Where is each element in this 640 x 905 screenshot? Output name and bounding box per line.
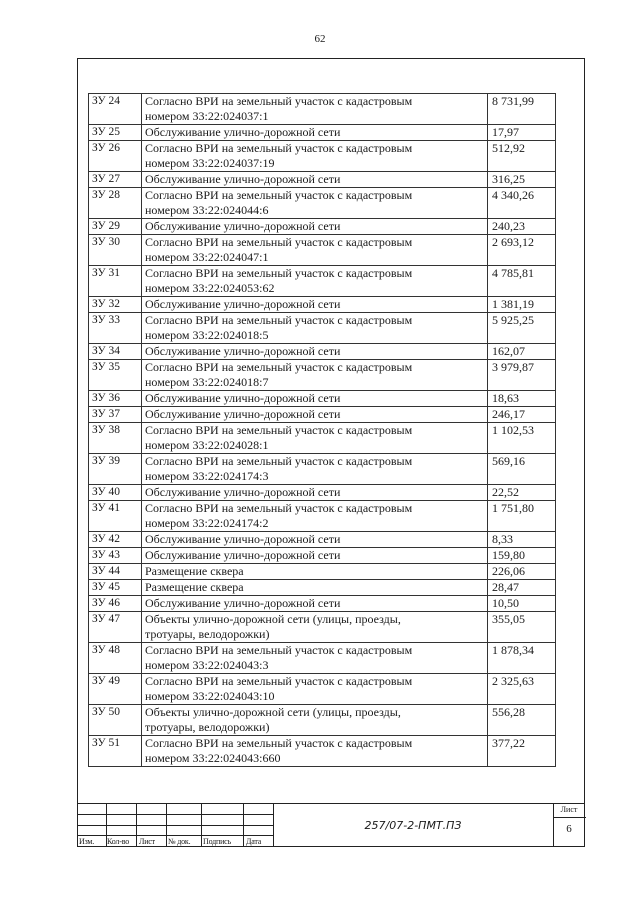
description-line-2: номером 33:22:024043:10 — [145, 689, 275, 703]
plot-area-cell: 316,25 — [488, 172, 556, 188]
plot-description-cell — [142, 125, 488, 141]
plot-description-cell — [142, 485, 488, 501]
table-row — [89, 596, 556, 612]
plot-id-cell: ЗУ 43 — [89, 548, 142, 564]
title-block-col-line — [136, 803, 137, 847]
description-line-1: Согласно ВРИ на земельный участок с кадастровым — [145, 454, 413, 468]
table-row — [89, 564, 556, 580]
title-block-col-line — [201, 803, 202, 847]
table-row — [89, 643, 556, 674]
plot-area-cell: 28,47 — [488, 580, 556, 596]
description-line-1: Обслуживание улично-дорожной сети — [145, 219, 341, 233]
description-line-1: Обслуживание улично-дорожной сети — [145, 172, 341, 186]
description-line-1: Размещение сквера — [145, 580, 244, 594]
plot-id-cell: ЗУ 47 — [89, 612, 142, 643]
plot-description-cell — [142, 564, 488, 580]
description-line-2: номером 33:22:024053:62 — [145, 281, 275, 295]
table-row — [89, 313, 556, 344]
document-code: 257/07-2-ПМТ.ПЗ — [364, 819, 462, 832]
plot-area-cell: 240,23 — [488, 219, 556, 235]
plot-description-cell — [142, 596, 488, 612]
page-number: 62 — [314, 33, 326, 45]
table-row — [89, 423, 556, 454]
plot-area-cell: 1 751,80 — [488, 501, 556, 532]
plot-description-cell — [142, 172, 488, 188]
plot-description-cell — [142, 501, 488, 532]
plot-area-cell: 377,22 — [488, 736, 556, 767]
description-line-2: номером 33:22:024174:3 — [145, 469, 269, 483]
table-row — [89, 235, 556, 266]
plot-id-cell: ЗУ 25 — [89, 125, 142, 141]
plot-id-cell: ЗУ 39 — [89, 454, 142, 485]
description-line-1: Обслуживание улично-дорожной сети — [145, 532, 341, 546]
plot-area-cell: 246,17 — [488, 407, 556, 423]
description-line-2: тротуары, велодорожки) — [145, 627, 270, 641]
plot-id-cell: ЗУ 38 — [89, 423, 142, 454]
plot-area-cell: 8 731,99 — [488, 94, 556, 125]
table-row — [89, 736, 556, 767]
description-line-1: Обслуживание улично-дорожной сети — [145, 596, 341, 610]
table-row — [89, 360, 556, 391]
plot-description-cell — [142, 407, 488, 423]
plot-id-cell: ЗУ 32 — [89, 297, 142, 313]
description-line-1: Согласно ВРИ на земельный участок с кадастровым — [145, 423, 413, 437]
plot-area-cell: 1 102,53 — [488, 423, 556, 454]
plot-description-cell — [142, 313, 488, 344]
plot-description-cell — [142, 454, 488, 485]
plot-area-cell: 2 325,63 — [488, 674, 556, 705]
title-block-col-line — [166, 803, 167, 847]
plot-id-cell: ЗУ 49 — [89, 674, 142, 705]
table-row — [89, 674, 556, 705]
plot-id-cell: ЗУ 24 — [89, 94, 142, 125]
table-row — [89, 548, 556, 564]
label-quantity: Кол-во — [107, 837, 130, 846]
table-row — [89, 297, 556, 313]
table-row — [89, 344, 556, 360]
table-row — [89, 391, 556, 407]
table-row — [89, 219, 556, 235]
description-line-1: Обслуживание улично-дорожной сети — [145, 344, 341, 358]
description-line-2: тротуары, велодорожки) — [145, 720, 270, 734]
plot-area-cell: 18,63 — [488, 391, 556, 407]
plot-id-cell: ЗУ 48 — [89, 643, 142, 674]
plot-area-cell: 512,92 — [488, 141, 556, 172]
plot-area-cell: 4 340,26 — [488, 188, 556, 219]
plot-id-cell: ЗУ 35 — [89, 360, 142, 391]
description-line-2: номером 33:22:024037:1 — [145, 109, 269, 123]
description-line-2: номером 33:22:024037:19 — [145, 156, 275, 170]
plot-area-cell: 226,06 — [488, 564, 556, 580]
plot-description-cell — [142, 643, 488, 674]
plot-description-cell — [142, 344, 488, 360]
description-line-1: Размещение сквера — [145, 564, 244, 578]
plot-area-cell: 162,07 — [488, 344, 556, 360]
plot-description-cell — [142, 612, 488, 643]
sheet-number: 6 — [566, 823, 572, 835]
table-row — [89, 454, 556, 485]
description-line-1: Согласно ВРИ на земельный участок с кадастровым — [145, 94, 413, 108]
description-line-1: Обслуживание улично-дорожной сети — [145, 407, 341, 421]
description-line-2: номером 33:22:024028:1 — [145, 438, 269, 452]
description-line-2: номером 33:22:024043:660 — [145, 751, 281, 765]
table-row — [89, 612, 556, 643]
title-block — [77, 803, 585, 847]
plot-id-cell: ЗУ 50 — [89, 705, 142, 736]
plot-description-cell — [142, 532, 488, 548]
plot-id-cell: ЗУ 45 — [89, 580, 142, 596]
plot-id-cell: ЗУ 51 — [89, 736, 142, 767]
plot-id-cell: ЗУ 34 — [89, 344, 142, 360]
plot-area-cell: 355,05 — [488, 612, 556, 643]
description-line-1: Обслуживание улично-дорожной сети — [145, 391, 341, 405]
description-line-2: номером 33:22:024044:6 — [145, 203, 269, 217]
plot-area-cell: 8,33 — [488, 532, 556, 548]
plot-area-cell: 2 693,12 — [488, 235, 556, 266]
plot-area-cell: 159,80 — [488, 548, 556, 564]
plot-area-cell: 3 979,87 — [488, 360, 556, 391]
description-line-1: Обслуживание улично-дорожной сети — [145, 125, 341, 139]
plot-area-cell: 1 381,19 — [488, 297, 556, 313]
land-plots-table — [88, 93, 556, 767]
plot-description-cell — [142, 141, 488, 172]
plot-id-cell: ЗУ 31 — [89, 266, 142, 297]
plot-id-cell: ЗУ 29 — [89, 219, 142, 235]
description-line-1: Согласно ВРИ на земельный участок с кадастровым — [145, 643, 413, 657]
title-block-top-border — [77, 803, 585, 804]
plot-id-cell: ЗУ 30 — [89, 235, 142, 266]
plot-id-cell: ЗУ 37 — [89, 407, 142, 423]
description-line-1: Обслуживание улично-дорожной сети — [145, 548, 341, 562]
plot-area-cell: 556,28 — [488, 705, 556, 736]
plot-area-cell: 569,16 — [488, 454, 556, 485]
description-line-1: Согласно ВРИ на земельный участок с кадастровым — [145, 141, 413, 155]
table-row — [89, 125, 556, 141]
label-sheet: Лист — [139, 837, 155, 846]
description-line-2: номером 33:22:024043:3 — [145, 658, 269, 672]
plot-area-cell: 5 925,25 — [488, 313, 556, 344]
description-line-2: номером 33:22:024047:1 — [145, 250, 269, 264]
description-line-2: номером 33:22:024018:7 — [145, 375, 269, 389]
plot-area-cell: 22,52 — [488, 485, 556, 501]
table-row — [89, 532, 556, 548]
plot-description-cell — [142, 219, 488, 235]
plot-id-cell: ЗУ 27 — [89, 172, 142, 188]
title-block-col-line — [243, 803, 244, 847]
table-row — [89, 266, 556, 297]
plot-id-cell: ЗУ 36 — [89, 391, 142, 407]
description-line-1: Согласно ВРИ на земельный участок с кадастровым — [145, 736, 413, 750]
plot-id-cell: ЗУ 28 — [89, 188, 142, 219]
description-line-1: Согласно ВРИ на земельный участок с кадастровым — [145, 235, 413, 249]
plot-description-cell — [142, 235, 488, 266]
sheet-label: Лист — [560, 805, 578, 814]
plot-description-cell — [142, 297, 488, 313]
label-change: Изм. — [79, 837, 95, 846]
label-date: Дата — [246, 837, 262, 846]
plot-description-cell — [142, 736, 488, 767]
description-line-1: Согласно ВРИ на земельный участок с кадастровым — [145, 188, 413, 202]
plot-area-cell: 10,50 — [488, 596, 556, 612]
description-line-1: Согласно ВРИ на земельный участок с кадастровым — [145, 360, 413, 374]
table-row — [89, 485, 556, 501]
table-row — [89, 705, 556, 736]
table-row — [89, 407, 556, 423]
plot-description-cell — [142, 391, 488, 407]
table-row — [89, 580, 556, 596]
label-signature: Подпись — [203, 837, 231, 846]
plot-description-cell — [142, 580, 488, 596]
description-line-1: Согласно ВРИ на земельный участок с кадастровым — [145, 266, 413, 280]
table-row — [89, 94, 556, 125]
plot-area-cell: 4 785,81 — [488, 266, 556, 297]
plot-description-cell — [142, 705, 488, 736]
plot-description-cell — [142, 423, 488, 454]
description-line-1: Объекты улично-дорожной сети (улицы, проезды, — [145, 705, 401, 719]
plot-id-cell: ЗУ 26 — [89, 141, 142, 172]
plot-id-cell: ЗУ 42 — [89, 532, 142, 548]
plot-area-cell: 17,97 — [488, 125, 556, 141]
table-body — [89, 94, 556, 767]
description-line-2: номером 33:22:024018:5 — [145, 328, 269, 342]
plot-id-cell: ЗУ 46 — [89, 596, 142, 612]
plot-description-cell — [142, 548, 488, 564]
plot-id-cell: ЗУ 44 — [89, 564, 142, 580]
plot-description-cell — [142, 188, 488, 219]
table-row — [89, 141, 556, 172]
description-line-1: Согласно ВРИ на земельный участок с кадастровым — [145, 313, 413, 327]
plot-description-cell — [142, 674, 488, 705]
plot-description-cell — [142, 266, 488, 297]
description-line-1: Объекты улично-дорожной сети (улицы, проезды, — [145, 612, 401, 626]
description-line-2: номером 33:22:024174:2 — [145, 516, 269, 530]
description-line-1: Обслуживание улично-дорожной сети — [145, 485, 341, 499]
table-row — [89, 172, 556, 188]
table-row — [89, 501, 556, 532]
description-line-1: Согласно ВРИ на земельный участок с кадастровым — [145, 674, 413, 688]
plot-description-cell — [142, 360, 488, 391]
plot-id-cell: ЗУ 40 — [89, 485, 142, 501]
table-row — [89, 188, 556, 219]
description-line-1: Согласно ВРИ на земельный участок с кадастровым — [145, 501, 413, 515]
plot-description-cell — [142, 94, 488, 125]
plot-area-cell: 1 878,34 — [488, 643, 556, 674]
description-line-1: Обслуживание улично-дорожной сети — [145, 297, 341, 311]
label-doc-number: № док. — [168, 837, 191, 846]
plot-id-cell: ЗУ 33 — [89, 313, 142, 344]
plot-id-cell: ЗУ 41 — [89, 501, 142, 532]
